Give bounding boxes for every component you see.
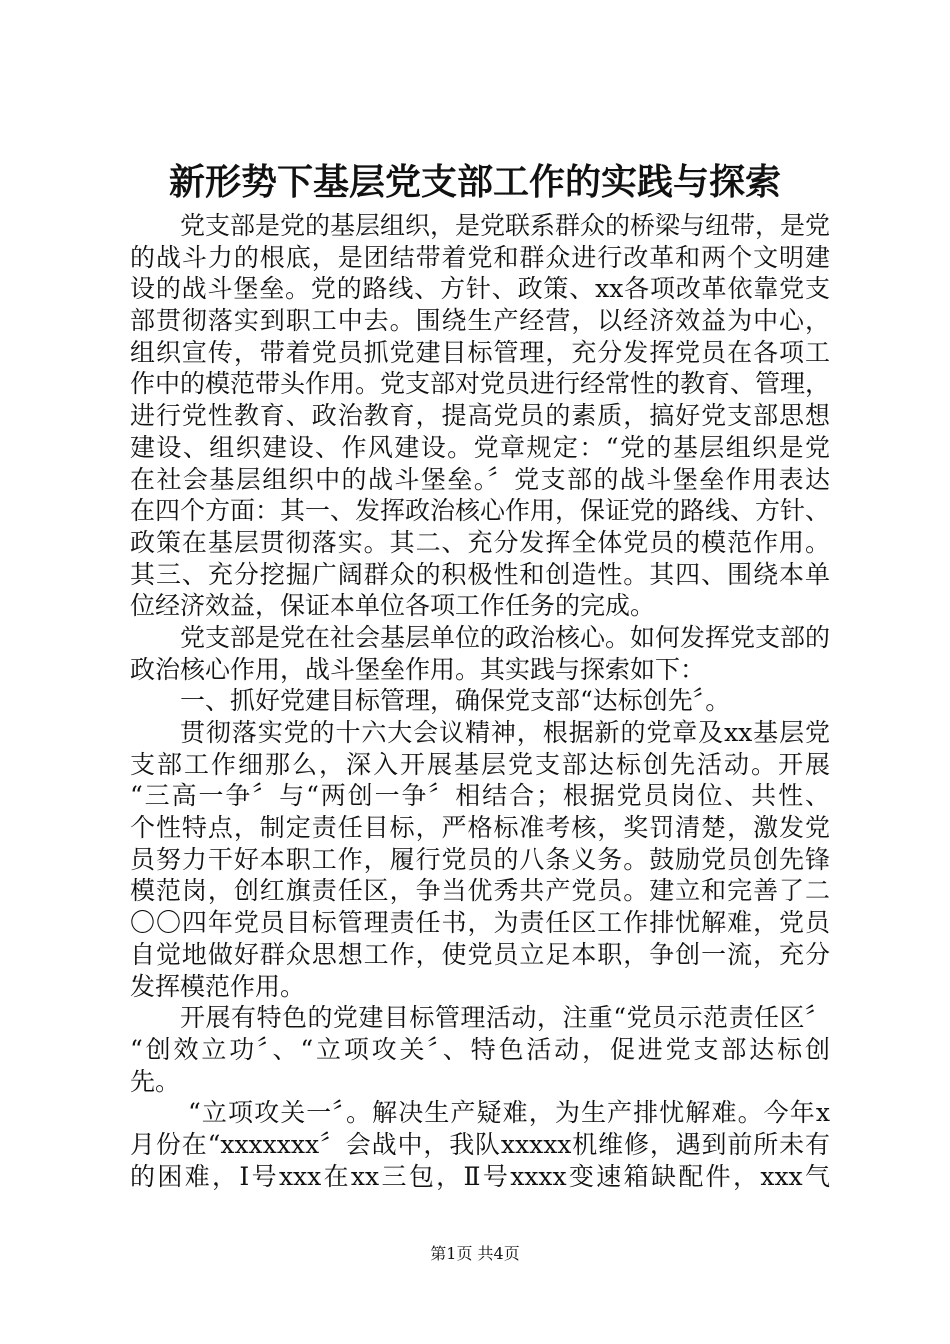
paragraph-line: 开展有特色的党建目标管理活动，注重“党员示范责任区〞 [180, 1003, 830, 1033]
paragraph-line: 组织宣传，带着党员抓党建目标管理，充分发挥党员在各项工 [130, 337, 830, 367]
paragraph-line: 在四个方面：其一、发挥政治核心作用，保证党的路线、方针、 [130, 496, 830, 526]
paragraph-line: 贯彻落实党的十六大会议精神，根据新的党章及xx基层党 [180, 718, 830, 747]
paragraph-line: 月份在“xxxxxxx〞会战中，我队xxxxx机维修，遇到前所未有 [130, 1129, 830, 1159]
paragraph-line: 的战斗力的根底，是团结带着党和群众进行改革和两个文明建 [130, 242, 830, 272]
paragraph-line: 进行党性教育、政治教育，提高党员的素质，搞好党支部思想 [130, 401, 830, 431]
paragraph-line: 建设、组织建设、作风建设。党章规定：“党的基层组织是党 [130, 432, 830, 462]
paragraph-line: 在社会基层组织中的战斗堡垒。〞党支部的战斗堡垒作用表达 [130, 464, 830, 494]
document-title: 新形势下基层党支部工作的实践与探索 [168, 161, 781, 203]
paragraph-line: 〇〇四年党员目标管理责任书，为责任区工作排忧解难，党员 [130, 908, 830, 938]
paragraph-line: “创效立功〞、“立项攻关〞、特色活动，促进党支部达标创 [130, 1034, 830, 1064]
paragraph-line: 政治核心作用，战斗堡垒作用。其实践与探索如下： [130, 654, 706, 684]
paragraph-line: 设的战斗堡垒。党的路线、方针、政策、xx各项改革依靠党支 [130, 274, 830, 304]
paragraph-line: 支部工作细那么，深入开展基层党支部达标创先活动。开展 [130, 749, 830, 779]
paragraph-line: 的困难，Ⅰ号xxx在xx三包，Ⅱ号xxxx变速箱缺配件，xxx气 [130, 1161, 830, 1191]
paragraph-line: 发挥模范作用。 [130, 971, 306, 1001]
paragraph-line: “立项攻关一〞。解决生产疑难，为生产排忧解难。今年x [188, 1098, 830, 1128]
paragraph-line: 自觉地做好群众思想工作，使党员立足本职，争创一流，充分 [130, 939, 830, 969]
paragraph-line: “三高一争〞与“两创一争〞相结合；根据党员岗位、共性、 [130, 781, 830, 811]
page-number-footer: 第1页 共4页 [430, 1244, 520, 1263]
paragraph-line: 先。 [130, 1066, 181, 1096]
paragraph-line: 党支部是党的基层组织，是党联系群众的桥梁与纽带，是党 [180, 211, 830, 240]
section-heading: 一、抓好党建目标管理，确保党支部“达标创先〞。 [180, 686, 731, 716]
paragraph-line: 个性特点，制定责任目标，严格标准考核，奖罚清楚，激发党 [130, 813, 830, 843]
paragraph-line: 模范岗，创红旗责任区，争当优秀共产党员。建立和完善了二 [130, 876, 830, 906]
paragraph-line: 作中的模范带头作用。党支部对党员进行经常性的教育、管理， [130, 369, 830, 399]
paragraph-line: 党支部是党在社会基层单位的政治核心。如何发挥党支部的 [180, 622, 830, 652]
paragraph-line: 部贯彻落实到职工中去。围绕生产经营，以经济效益为中心， [130, 306, 830, 336]
paragraph-line: 其三、充分挖掘广阔群众的积极性和创造性。其四、围绕本单 [130, 559, 830, 589]
document-body [130, 210, 830, 1192]
paragraph-line: 员努力干好本职工作，履行党员的八条义务。鼓励党员创先锋 [130, 844, 830, 874]
paragraph-line: 政策在基层贯彻落实。其二、充分发挥全体党员的模范作用。 [130, 527, 830, 557]
paragraph-line: 位经济效益，保证本单位各项工作任务的完成。 [130, 591, 656, 621]
